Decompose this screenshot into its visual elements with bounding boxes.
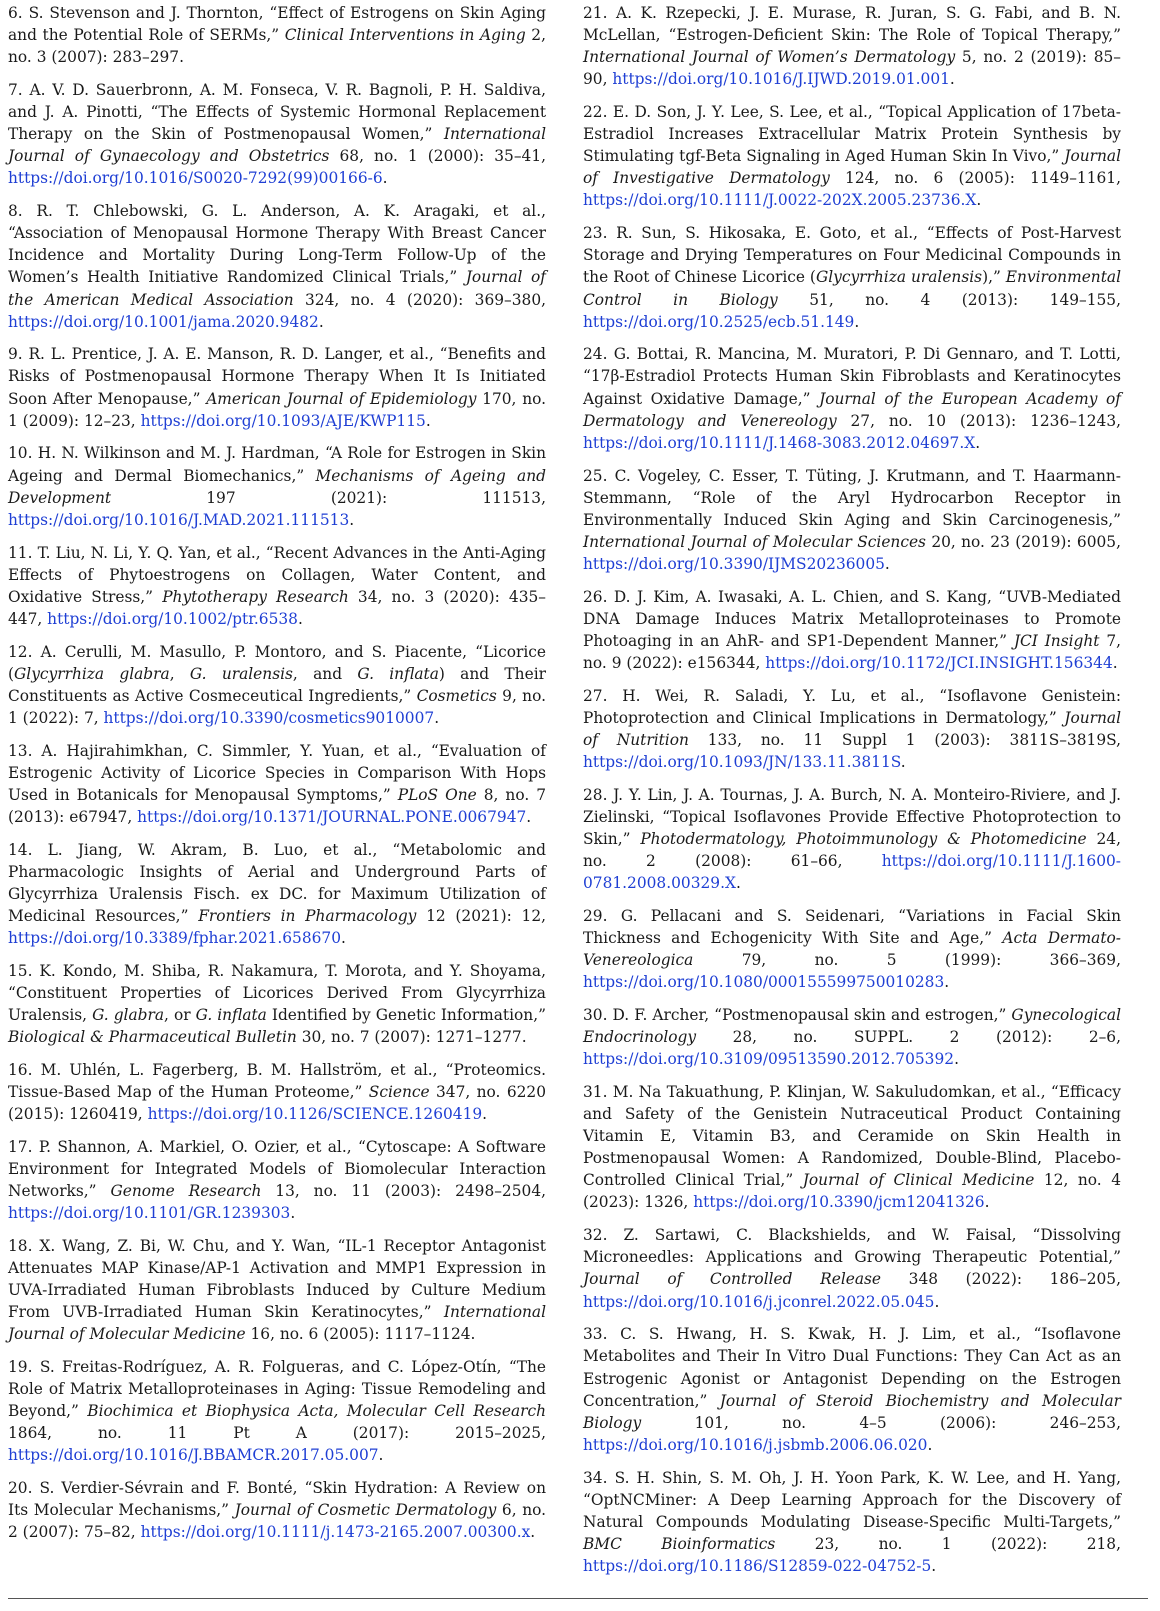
reference-details: 34, no. 3 (2020): 435–447, — [8, 587, 546, 628]
reference-number: 7. — [8, 80, 23, 99]
reference-doi-link[interactable]: https://doi.org/10.1172/JCI.INSIGHT.156344 — [765, 653, 1113, 672]
reference-journal: Genome Research — [110, 1182, 262, 1201]
reference-doi-link[interactable]: https://doi.org/10.1016/J.BBAMCR.2017.05.007 — [8, 1446, 379, 1465]
reference-period: . — [1112, 653, 1118, 672]
reference-details: 347, no. 6220 (2015): 1260419, — [8, 1083, 546, 1124]
reference-authors-title: S. Stevenson and J. Thornton, “Effect of Estrogens on Skin Aging and the Potential Role of SERMs,” — [8, 4, 546, 45]
reference-authors-title: A. K. Rzepecki, J. E. Murase, R. Juran, S. G. Fabi, and B. N. McLellan, “Estrogen-Deficient Skin: The Role of Topical Therapy,” — [583, 4, 1121, 45]
reference-journal: Journal of Clinical Medicine — [802, 1171, 1035, 1190]
reference-item — [583, 465, 1121, 575]
reference-period: . — [954, 1050, 959, 1069]
reference-authors-title: M. Na Takuathung, P. Klinjan, W. Sakuludomkan, et al., “Efficacy and Safety of the Genistein Nutraceutical Product Containing Vitamin E, Vitamin B3, and Ceramide on Skin Health in Postmenopausal Women: A Randomized, Double-Blind, Placebo-Controlled Clinical Trial,” — [583, 1083, 1121, 1190]
reference-number: 8. — [8, 202, 23, 221]
reference-journal: Mechanisms of Ageing and Development — [8, 466, 546, 507]
reference-species-name: Glycyrrhiza glabra — [14, 664, 170, 683]
reference-journal: Journal of the European Academy of Dermatology and Venereology — [583, 389, 1121, 430]
reference-authors-title: D. F. Archer, “Postmenopausal skin and estrogen,” — [607, 1006, 1012, 1025]
reference-doi-link[interactable]: https://doi.org/10.3389/fphar.2021.658670 — [8, 929, 342, 948]
reference-number: 14. — [8, 840, 33, 859]
reference-item — [583, 1081, 1121, 1214]
reference-journal: Journal of Nutrition — [583, 708, 1121, 749]
reference-period: . — [530, 1523, 536, 1542]
reference-item — [8, 1235, 546, 1345]
reference-details: 20, no. 23 (2019): 6005, — [925, 532, 1121, 551]
reference-journal: Gynecological Endocrinology — [583, 1006, 1121, 1047]
reference-item — [583, 222, 1121, 332]
reference-authors-title: D. J. Kim, A. Iwasaki, A. L. Chien, and S. Kang, “UVB-Mediated DNA Damage Induces Matrix Metalloproteinases to Promote Photoaging in an AhR- and SP1-Dependent Manner,” — [583, 587, 1121, 650]
reference-details: 30, no. 7 (2007): 1271–1277. — [296, 1028, 527, 1047]
reference-doi-link[interactable]: https://doi.org/10.1093/AJE/KWP115 — [140, 411, 426, 430]
reference-number: 18. — [8, 1236, 33, 1255]
reference-journal: Frontiers in Pharmacology — [198, 906, 417, 925]
reference-details: 12, no. 4 (2023): 1326, — [583, 1171, 1121, 1212]
reference-authors-title: S. Verdier-Sévrain and F. Bonté, “Skin Hydration: A Review on Its Molecular Mechanisms,” — [8, 1479, 546, 1520]
reference-number: 22. — [583, 103, 608, 122]
reference-details: 124, no. 6 (2005): 1149–1161, — [829, 169, 1121, 188]
reference-journal: Acta Dermato-Venereologica — [583, 929, 1121, 970]
reference-journal: JCI Insight — [1013, 631, 1100, 650]
reference-item — [8, 79, 546, 189]
reference-item — [8, 641, 546, 729]
reference-details: 68, no. 1 (2000): 35–41, — [329, 147, 546, 166]
reference-item — [583, 905, 1121, 993]
reference-period: . — [735, 874, 741, 893]
reference-number: 13. — [8, 741, 33, 760]
reference-authors-title: A. V. D. Sauerbronn, A. M. Fonseca, V. R. Bagnoli, P. H. Saldiva, and J. A. Pinotti, “The Effects of Systemic Hormonal Replacement Therapy on the Skin of Postmenopausal Women,” — [8, 80, 546, 144]
reference-number: 21. — [583, 4, 608, 22]
reference-details: 101, no. 4–5 (2006): 246–253, — [641, 1413, 1121, 1432]
reference-period: . — [984, 1193, 990, 1212]
reference-authors-title: J. Y. Lin, J. A. Tournas, J. A. Burch, N. A. Monteiro-Riviere, and J. Zielinski, “Topical Isoflavones Provide Effective Photoprotection to Skin,” — [583, 785, 1121, 848]
reference-doi-link[interactable]: https://doi.org/10.1001/jama.2020.9482 — [8, 312, 319, 331]
reference-doi-link[interactable]: https://doi.org/10.1111/J.0022-202X.2005.23736.X — [583, 191, 977, 210]
reference-item — [8, 740, 546, 828]
reference-text: , and — [292, 664, 358, 683]
reference-doi-link[interactable]: https://doi.org/10.1371/JOURNAL.PONE.0067947 — [137, 807, 527, 826]
reference-doi-link[interactable]: https://doi.org/10.1186/S12859-022-04752-5 — [583, 1556, 932, 1575]
reference-number: 30. — [583, 1006, 608, 1025]
reference-doi-link[interactable]: https://doi.org/10.1093/JN/133.11.3811S — [583, 753, 901, 772]
reference-details: 2, no. 3 (2007): 283–297. — [8, 26, 546, 67]
reference-item — [583, 586, 1121, 674]
reference-authors-title: L. Jiang, W. Akram, B. Luo, et al., “Metabolomic and Pharmacologic Insights of Aerial and Underground Parts of Glycyrrhiza Uralensis Fisch. ex DC. for Maximum Utilization of Medicinal Resources,” — [8, 840, 546, 925]
reference-period: . — [975, 433, 981, 452]
reference-journal: Journal of Controlled Release — [583, 1270, 882, 1289]
reference-details: 348 (2022): 186–205, — [881, 1270, 1121, 1289]
reference-number: 9. — [8, 345, 23, 364]
reference-authors-title: S. Freitas-Rodríguez, A. R. Folgueras, and C. López-Otín, “The Role of Matrix Metalloproteinases in Aging: Tissue Remodeling and Beyond,” — [8, 1358, 546, 1421]
reference-number: 11. — [8, 543, 33, 562]
reference-number: 23. — [583, 224, 608, 243]
reference-journal: International Journal of Women’s Dermatology — [583, 48, 956, 67]
reference-number: 16. — [8, 1060, 33, 1079]
reference-period: . — [854, 312, 860, 331]
reference-period: . — [884, 554, 890, 573]
reference-details: 7, no. 9 (2022): e156344, — [583, 631, 1122, 672]
reference-number: 12. — [8, 642, 33, 661]
reference-authors-title: X. Wang, Z. Bi, W. Chu, and Y. Wan, “IL-1 Receptor Antagonist Attenuates MAP Kinase/AP-1 Activation and MMP1 Expression in UVA-Irradiated Human Fibroblasts Induced by Culture Medium From UVB-Irradiated Human Skin Keratinocytes,” — [8, 1236, 546, 1322]
reference-journal: PLoS One — [397, 785, 477, 804]
reference-period: . — [378, 1446, 384, 1465]
reference-period: . — [290, 1204, 296, 1223]
reference-doi-link[interactable]: https://doi.org/10.1111/J.1600-0781.2008.00329.X — [583, 852, 1121, 893]
reference-number: 20. — [8, 1479, 33, 1498]
reference-journal: Biochimica et Biophysica Acta, Molecular Cell Research — [87, 1402, 547, 1421]
reference-authors-title: P. Shannon, A. Markiel, O. Ozier, et al., “Cytoscape: A Software Environment for Integrated Models of Biomolecular Interaction Networks,” — [8, 1137, 546, 1201]
reference-authors-title: K. Kondo, M. Shiba, R. Nakamura, T. Morota, and Y. Shoyama, “Constituent Properties of Licorices Derived From Glycyrrhiza Uralensis, — [8, 961, 546, 1025]
reference-item — [8, 2, 546, 68]
reference-number: 28. — [583, 785, 608, 804]
reference-period: . — [349, 510, 355, 529]
reference-doi-link[interactable]: https://doi.org/10.1111/j.1473-2165.2007.00300.x — [140, 1523, 531, 1542]
reference-authors-title: H. N. Wilkinson and M. J. Hardman, “A Role for Estrogen in Skin Ageing and Dermal Biomechanics,” — [8, 444, 546, 485]
reference-journal: Clinical Interventions in Aging — [284, 26, 526, 45]
reference-period: . — [944, 973, 950, 992]
reference-page — [8, 2, 1148, 1602]
reference-details: 27, no. 10 (2013): 1236–1243, — [836, 411, 1121, 430]
reference-journal: International Journal of Gynaecology and Obstetrics — [8, 125, 546, 166]
reference-doi-link[interactable]: https://doi.org/10.1016/S0020-7292(99)00166-6 — [8, 169, 383, 188]
reference-authors-title: R. L. Prentice, J. A. E. Manson, R. D. Langer, et al., “Benefits and Risks of Postmenopausal Hormone Therapy When It Is Initiated Soon After Menopause,” — [8, 345, 546, 408]
reference-item — [8, 1059, 546, 1125]
reference-item — [583, 1004, 1121, 1070]
reference-species-name: G. inflata — [357, 664, 439, 683]
reference-doi-link[interactable]: https://doi.org/10.3390/cosmetics9010007 — [103, 708, 435, 727]
reference-number: 24. — [583, 345, 608, 364]
reference-period: . — [934, 1292, 940, 1311]
reference-doi-link[interactable]: https://doi.org/10.1101/GR.1239303 — [8, 1204, 291, 1223]
reference-authors-title: C. Vogeley, C. Esser, T. Tüting, J. Krutmann, and T. Haarmann-Stemmann, “Role of the Aryl Hydrocarbon Receptor in Environmentally Induced Skin Aging and Skin Carcinogenesis,” — [583, 466, 1121, 529]
reference-authors-title: A. Cerulli, M. Masullo, P. Montoro, and S. Piacente, “Licorice ( — [8, 642, 546, 683]
reference-item — [8, 442, 546, 530]
reference-item — [8, 1136, 546, 1224]
reference-item — [583, 1224, 1121, 1312]
reference-number: 32. — [583, 1226, 608, 1245]
reference-period: . — [526, 807, 532, 826]
reference-item — [8, 1477, 546, 1543]
reference-column-right — [583, 2, 1121, 1588]
reference-number: 10. — [8, 444, 33, 463]
reference-journal: Cosmetics — [416, 686, 497, 705]
reference-doi-link[interactable]: https://doi.org/10.3390/IJMS20236005 — [583, 554, 885, 573]
reference-authors-title: S. H. Shin, S. M. Oh, J. H. Yoon Park, K. W. Lee, and H. Yang, “OptNCMiner: A Deep Learning Approach for the Discovery of Natural Compounds Modulating Disease-Specific Multi-Targets,” — [583, 1468, 1121, 1531]
reference-doi-link[interactable]: https://doi.org/10.1016/J.MAD.2021.111513 — [8, 510, 350, 529]
reference-item — [583, 2, 1121, 90]
reference-authors-title: A. Hajirahimkhan, C. Simmler, Y. Yuan, et al., “Evaluation of Estrogenic Activity of Licorice Species in Comparison With Hops Used in Botanicals for Menopausal Symptoms,” — [8, 741, 546, 804]
reference-number: 17. — [8, 1137, 33, 1156]
reference-journal: Journal of the American Medical Association — [8, 268, 546, 309]
reference-details: 23, no. 1 (2022): 218, — [775, 1534, 1121, 1553]
reference-period: . — [931, 1556, 937, 1575]
reference-item — [8, 839, 546, 949]
reference-journal: Environmental Control in Biology — [583, 268, 1121, 309]
reference-item — [8, 1356, 546, 1466]
reference-authors-title: G. Pellacani and S. Seidenari, “Variations in Facial Skin Thickness and Echogenicity With Site and Age,” — [583, 906, 1121, 948]
reference-species-name: G. glabra — [92, 1006, 165, 1025]
reference-journal: International Journal of Molecular Sciences — [583, 532, 926, 551]
reference-text: , or — [164, 1006, 196, 1025]
reference-details: 1864, no. 11 Pt A (2017): 2015–2025, — [8, 1424, 546, 1443]
reference-number: 15. — [8, 961, 33, 980]
reference-details: 170, no. 1 (2009): 12–23, — [8, 389, 546, 430]
reference-period: . — [976, 191, 982, 210]
reference-number: 29. — [583, 906, 608, 925]
reference-journal: Photodermatology, Photoimmunology & Photomedicine — [640, 830, 1087, 848]
reference-column-left — [8, 2, 546, 1554]
reference-details: 8, no. 7 (2013): e67947, — [8, 785, 547, 826]
reference-period: . — [297, 609, 303, 628]
reference-journal: Journal of Investigative Dermatology — [583, 147, 1121, 188]
reference-journal: Phytotherapy Research — [162, 587, 349, 606]
reference-item — [583, 784, 1121, 894]
reference-number: 19. — [8, 1358, 33, 1377]
reference-number: 26. — [583, 587, 608, 606]
reference-details: 197 (2021): 111513, — [111, 488, 546, 507]
reference-period: . — [341, 929, 346, 948]
reference-item — [8, 960, 546, 1048]
reference-text: ),” — [982, 268, 1006, 287]
reference-species-name: Glycyrrhiza uralensis — [815, 268, 983, 287]
reference-number: 25. — [583, 466, 608, 485]
reference-number: 27. — [583, 686, 608, 705]
reference-text: ) and Their Constituents as Active Cosmeceutical Ingredients,” — [8, 664, 546, 705]
reference-authors-title: R. T. Chlebowski, G. L. Anderson, A. K. Aragaki, et al., “Association of Menopausal Hormone Therapy With Breast Cancer Incidence and Mortality During Long-Term Follow-Up of the Women’s Health Initiative Randomized Clinical Trials,” — [8, 202, 546, 287]
reference-details: 9, no. 1 (2022): 7, — [8, 686, 546, 727]
reference-journal: BMC Bioinformatics — [583, 1534, 776, 1553]
reference-doi-link[interactable]: https://doi.org/10.1126/SCIENCE.1260419 — [147, 1105, 483, 1124]
reference-item — [8, 200, 546, 333]
reference-journal: Journal of Steroid Biochemistry and Molecular Biology — [583, 1391, 1121, 1432]
reference-number: 34. — [583, 1468, 608, 1487]
reference-details: 28, no. SUPPL. 2 (2012): 2–6, — [696, 1028, 1121, 1047]
reference-item — [583, 685, 1121, 773]
reference-details: 79, no. 5 (1999): 366–369, — [693, 951, 1121, 970]
reference-period: . — [425, 411, 431, 430]
reference-item — [8, 542, 546, 630]
reference-doi-link[interactable]: https://doi.org/10.3109/09513590.2012.705392 — [583, 1050, 955, 1069]
reference-journal: Science — [368, 1083, 430, 1101]
reference-journal: Biological & Pharmaceutical Bulletin — [8, 1028, 297, 1047]
reference-number: 31. — [583, 1083, 608, 1101]
reference-doi-link[interactable]: https://doi.org/10.1002/ptr.6538 — [47, 609, 298, 628]
reference-number: 6. — [8, 4, 23, 22]
reference-period: . — [900, 753, 906, 772]
reference-details: 24, no. 2 (2008): 61–66, — [583, 830, 1121, 871]
reference-period: . — [382, 169, 388, 188]
reference-details: 133, no. 11 Suppl 1 (2003): 3811S–3819S, — [688, 730, 1121, 749]
reference-doi-link[interactable]: https://doi.org/10.1016/J.IJWD.2019.01.001 — [612, 70, 950, 89]
reference-doi-link[interactable]: https://doi.org/10.1016/j.jconrel.2022.05.045 — [583, 1292, 935, 1311]
reference-authors-title: G. Bottai, R. Mancina, M. Muratori, P. Di Gennaro, and T. Lotti, “17β-Estradiol Protects Human Skin Fibroblasts and Keratinocytes Against Oxidative Damage,” — [583, 345, 1121, 408]
footer-rule — [8, 1598, 1148, 1599]
reference-authors-title: R. Sun, S. Hikosaka, E. Goto, et al., “Effects of Post-Harvest Storage and Drying Temperatures on Four Medicinal Compounds in the Root of Chinese Licorice ( — [583, 224, 1121, 287]
reference-period: . — [482, 1105, 488, 1124]
reference-number: 33. — [583, 1325, 608, 1344]
reference-details: 51, no. 4 (2013): 149–155, — [777, 290, 1121, 309]
reference-details: 13, no. 11 (2003): 2498–2504, — [261, 1182, 546, 1201]
reference-details: 6, no. 2 (2007): 75–82, — [8, 1501, 546, 1542]
reference-species-name: G. inflata — [195, 1006, 267, 1025]
reference-authors-title: C. S. Hwang, H. S. Kwak, H. J. Lim, et al., “Isoflavone Metabolites and Their In Vitro Dual Functions: They Can Act as an Estrogenic Agonist or Antagonist Depending on the Estrogen Concentration,” — [583, 1325, 1121, 1410]
reference-doi-link[interactable]: https://doi.org/10.1016/j.jsbmb.2006.06.020 — [583, 1435, 928, 1454]
reference-journal: Journal of Cosmetic Dermatology — [234, 1501, 497, 1520]
reference-authors-title: Z. Sartawi, C. Blackshields, and W. Faisal, “Dissolving Microneedles: Applications and Growing Therapeutic Potential,” — [583, 1226, 1121, 1267]
reference-item — [583, 1323, 1121, 1456]
reference-doi-link[interactable]: https://doi.org/10.2525/ecb.51.149 — [583, 312, 855, 331]
reference-doi-link[interactable]: https://doi.org/10.1080/000155599750010283 — [583, 973, 945, 992]
reference-authors-title: H. Wei, R. Saladi, Y. Lu, et al., “Isoflavone Genistein: Photoprotection and Clinical Implications in Dermatology,” — [583, 686, 1121, 727]
reference-item — [583, 101, 1121, 211]
reference-item — [583, 1467, 1121, 1577]
reference-period: . — [927, 1435, 933, 1454]
reference-period: . — [318, 312, 324, 331]
reference-journal: American Journal of Epidemiology — [206, 389, 477, 408]
reference-authors-title: M. Uhlén, L. Fagerberg, B. M. Hallström, et al., “Proteomics. Tissue-Based Map of the Human Proteome,” — [8, 1060, 546, 1101]
reference-journal: International Journal of Molecular Medicine — [8, 1303, 546, 1344]
reference-doi-link[interactable]: https://doi.org/10.1111/J.1468-3083.2012.04697.X — [583, 433, 976, 452]
reference-authors-title: E. D. Son, J. Y. Lee, S. Lee, et al., “Topical Application of 17beta-Estradiol Increases Extracellular Matrix Protein Synthesis by Stimulating tgf-Beta Signaling in Aged Human Skin In Vivo,” — [583, 103, 1121, 166]
reference-item — [583, 343, 1121, 453]
reference-details: 5, no. 2 (2019): 85–90, — [583, 48, 1121, 89]
reference-text: , — [169, 664, 190, 683]
reference-period: . — [949, 70, 955, 89]
reference-species-name: G. uralensis — [189, 664, 293, 683]
reference-details: 324, no. 4 (2020): 369–380, — [293, 290, 546, 309]
reference-authors-title: T. Liu, N. Li, Y. Q. Yan, et al., “Recent Advances in the Anti-Aging Effects of Phytoestrogens on Collagen, Water Content, and Oxidative Stress,” — [8, 543, 546, 606]
reference-text: Identified by Genetic Information,” — [266, 1006, 546, 1025]
reference-item — [8, 343, 546, 431]
reference-details: 12 (2021): 12, — [416, 906, 546, 925]
reference-details: 16, no. 6 (2005): 1117–1124. — [245, 1325, 476, 1344]
reference-doi-link[interactable]: https://doi.org/10.3390/jcm12041326 — [693, 1193, 985, 1212]
reference-period: . — [434, 708, 440, 727]
